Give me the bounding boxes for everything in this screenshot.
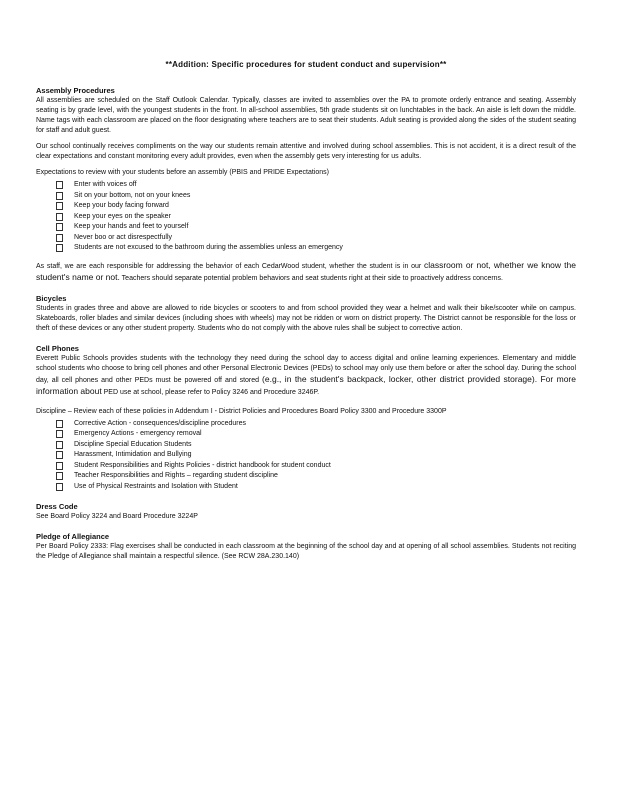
bullet-icon: [56, 192, 63, 200]
list-item: Discipline Special Education Students: [56, 440, 576, 451]
dresscode-section: [36, 501, 576, 522]
discipline-section: [36, 407, 576, 493]
bullet-icon: [56, 483, 63, 491]
discipline-list: [36, 419, 576, 493]
cellphones-section: [36, 343, 576, 398]
document-title: **Addition: Specific procedures for student conduct and supervision**: [165, 60, 447, 69]
assembly-paragraph-3-part-3: Teachers should separate potential problem behaviors and seat students right at their side to proactively address concerns.: [121, 274, 504, 282]
list-item: Corrective Action - consequences/discipline procedures: [56, 419, 576, 430]
discipline-heading: Discipline – Review each of these policies in Addendum I - District Policies and Procedures Board Policy 3300 and Procedure 3300P: [36, 407, 447, 415]
list-item: Student Responsibilities and Rights Policies - district handbook for student conduct: [56, 461, 576, 472]
bullet-icon: [56, 244, 63, 252]
bullet-icon: [56, 472, 63, 480]
bullet-icon: [56, 430, 63, 438]
assembly-paragraph-3: [36, 260, 576, 284]
list-item: Enter with voices off: [56, 180, 576, 191]
bullet-icon: [56, 181, 63, 189]
list-item: Keep your body facing forward: [56, 201, 576, 212]
dresscode-paragraph: See Board Policy 3224 and Board Procedure 3224P: [36, 513, 198, 520]
bullet-icon: [56, 441, 63, 449]
bullet-icon: [56, 213, 63, 221]
dresscode-heading: Dress Code: [36, 502, 78, 511]
list-item: Keep your hands and feet to yourself: [56, 222, 576, 233]
bullet-icon: [56, 202, 63, 210]
expectations-list: [36, 180, 576, 254]
cellphones-paragraph-part-2: (e.g., in the student's backpack, locker, other district provided storage). For more information about: [36, 373, 576, 396]
assembly-heading: Assembly Procedures: [36, 86, 115, 95]
cellphones-paragraph: [36, 354, 576, 398]
assembly-paragraph-3-part-2: classroom or not, whether we know the student's name or not.: [36, 259, 576, 282]
pledge-heading: Pledge of Allegiance: [36, 532, 110, 541]
list-item: Sit on your bottom, not on your knees: [56, 191, 576, 202]
bicycles-heading: Bicycles: [36, 293, 67, 303]
list-item: Harassment, Intimidation and Bullying: [56, 450, 576, 461]
bullet-icon: [56, 451, 63, 459]
assembly-paragraph-3-part-1: As staff, we are each responsible for addressing the behavior of each CedarWood student, whether the student is in our: [36, 262, 422, 270]
list-item: Use of Physical Restraints and Isolation with Student: [56, 482, 576, 493]
pledge-section: [36, 531, 576, 562]
list-item: Students are not excused to the bathroom during the assemblies unless an emergency: [56, 243, 576, 254]
list-item: Teacher Responsibilities and Rights – regarding student discipline: [56, 471, 576, 482]
assembly-section: [36, 85, 576, 284]
bicycles-section: [36, 293, 576, 334]
pledge-paragraph: Per Board Policy 2333: Flag exercises shall be conducted in each classroom at the beginning of the school day and at opening of all school assemblies. Students not reciting the Pledge of Allegiance shall maintain a respectful silence. (See RCW 28A.230.140): [36, 543, 576, 560]
bullet-icon: [56, 234, 63, 242]
cellphones-paragraph-part-1: Everett Public Schools provides students with the technology they need during the school day to access digital and online learning experiences. Elementary and middle school students who choose to bring cell phones and other Personal Electronic Devices (PEDs) to school may only use them before or after the school day. During the school day, all cell phones and other PEDs must be powered off and stored: [36, 354, 576, 384]
list-item: Never boo or act disrespectfully: [56, 233, 576, 244]
document-page: [36, 60, 576, 571]
cellphones-heading: Cell Phones: [36, 343, 79, 353]
assembly-paragraph-2: Our school continually receives compliments on the way our students remain attentive and involved during school assemblies. This is not accident, it is a direct result of the clear expectations and constant monitoring every adult provides, even when the assembly gets very interesting for us adults.: [36, 143, 576, 160]
cellphones-paragraph-part-3: PED use at school, please refer to Policy 3246 and Procedure 3246P.: [103, 388, 320, 396]
bullet-icon: [56, 462, 63, 470]
list-item: Emergency Actions - emergency removal: [56, 429, 576, 440]
bicycles-paragraph: Students in grades three and above are allowed to ride bicycles or scooters to and from school provided they wear a helmet and walk their bike/scooter while on campus. Skateboards, roller blades and similar devices (including shoes with wheels) may not be ridden or worn on district property. The District cannot be responsible for the loss or theft of these devices or any other student property. Students who do not comply with the above rules shall be subject to corrective action.: [36, 304, 576, 332]
bullet-icon: [56, 223, 63, 231]
bullet-icon: [56, 420, 63, 428]
list-item: Keep your eyes on the speaker: [56, 212, 576, 223]
expectations-intro: Expectations to review with your students before an assembly (PBIS and PRIDE Expectations): [36, 169, 329, 176]
assembly-paragraph-1: All assemblies are scheduled on the Staff Outlook Calendar. Typically, classes are invited to assemblies over the PA to promote orderly entrance and seating. Assembly seating is by grade level, with the youngest students in the front. In all-school assemblies, 5th grade students sit on lunchtables in the back. An aisle is left down the middle. Name tags with each classroom are placed on the floor designating where teachers are to seat their students. Adult seating is provided along the sides of the student seating for staff and adult guest.: [36, 97, 576, 134]
